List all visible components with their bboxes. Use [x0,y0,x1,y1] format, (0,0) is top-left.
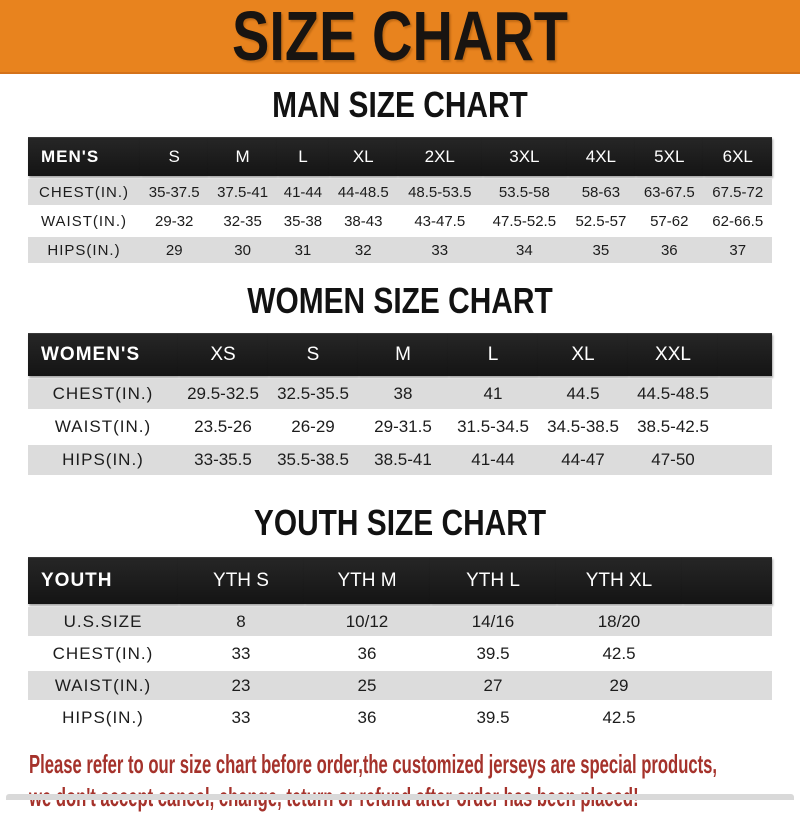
size-cell: 26-29 [268,412,358,442]
table-row [28,412,772,442]
size-cell: 33 [397,237,482,263]
youth-header-label: YOUTH [28,557,178,604]
size-cell: 38.5-41 [358,445,448,475]
size-cell: 42.5 [556,703,682,732]
size-cell: 44.5-48.5 [628,379,718,409]
column-header: YTH L [430,557,556,604]
women-header-label: WOMEN'S [28,333,178,376]
size-cell: 37.5-41 [208,179,276,205]
table-row [28,639,772,668]
column-header: XS [178,333,268,376]
size-cell: 35.5-38.5 [268,445,358,475]
women-size-table [28,330,772,478]
filler-cell [682,639,772,668]
row-label: CHEST(IN.) [28,379,178,409]
size-cell: 67.5-72 [703,179,772,205]
filler-cell [682,607,772,636]
size-cell: 23 [178,671,304,700]
men-header-row [28,137,772,176]
size-cell: 39.5 [430,639,556,668]
size-cell: 41-44 [277,179,329,205]
size-cell: 31.5-34.5 [448,412,538,442]
column-header: M [358,333,448,376]
size-cell: 35 [567,237,635,263]
column-header: XL [329,137,397,176]
size-cell: 29-32 [140,208,208,234]
size-cell: 32.5-35.5 [268,379,358,409]
table-row [28,179,772,205]
men-header-label: MEN'S [28,137,140,176]
size-cell: 41-44 [448,445,538,475]
column-header: S [140,137,208,176]
size-cell: 23.5-26 [178,412,268,442]
row-label: CHEST(IN.) [28,639,178,668]
size-cell: 32 [329,237,397,263]
youth-header-row [28,557,772,604]
bottom-edge-shadow [6,794,794,800]
size-cell: 14/16 [430,607,556,636]
column-header: 2XL [397,137,482,176]
table-row [28,379,772,409]
women-header-row [28,333,772,376]
size-cell: 38.5-42.5 [628,412,718,442]
youth-size-table [28,554,772,735]
size-cell: 57-62 [635,208,703,234]
table-row [28,445,772,475]
men-section-title: MAN SIZE CHART [272,84,528,125]
filler-cell [718,445,772,475]
page-title: SIZE CHART [232,0,568,75]
row-label: WAIST(IN.) [28,208,140,234]
table-row [28,671,772,700]
size-cell: 63-67.5 [635,179,703,205]
size-cell: 48.5-53.5 [397,179,482,205]
column-header: M [208,137,276,176]
size-cell: 38-43 [329,208,397,234]
size-cell: 42.5 [556,639,682,668]
note-line-1: Please refer to our size chart before order,the customized jerseys are special products, [29,749,718,779]
size-cell: 29.5-32.5 [178,379,268,409]
size-cell: 34.5-38.5 [538,412,628,442]
youth-section-title: YOUTH SIZE CHART [253,502,547,543]
size-cell: 47-50 [628,445,718,475]
size-cell: 33-35.5 [178,445,268,475]
size-cell: 32-35 [208,208,276,234]
column-header: L [448,333,538,376]
row-label: HIPS(IN.) [28,445,178,475]
row-label: HIPS(IN.) [28,237,140,263]
men-size-table [28,134,772,266]
women-section-title: WOMEN SIZE CHART [247,280,553,321]
men-section [0,84,800,266]
column-header: YTH S [178,557,304,604]
filler-cell [682,703,772,732]
column-header: XXL [628,333,718,376]
size-cell: 34 [482,237,567,263]
size-cell: 37 [703,237,772,263]
youth-section [0,502,800,735]
filler-cell [682,557,772,604]
size-cell: 52.5-57 [567,208,635,234]
size-cell: 58-63 [567,179,635,205]
column-header: S [268,333,358,376]
filler-cell [718,379,772,409]
size-cell: 36 [304,703,430,732]
size-cell: 25 [304,671,430,700]
size-cell: 29 [556,671,682,700]
row-label: WAIST(IN.) [28,671,178,700]
table-row [28,703,772,732]
footer-note [0,748,800,814]
filler-cell [718,412,772,442]
size-cell: 30 [208,237,276,263]
size-cell: 10/12 [304,607,430,636]
row-label: CHEST(IN.) [28,179,140,205]
size-cell: 44.5 [538,379,628,409]
column-header: 3XL [482,137,567,176]
size-cell: 43-47.5 [397,208,482,234]
size-cell: 29 [140,237,208,263]
size-cell: 44-48.5 [329,179,397,205]
column-header: 5XL [635,137,703,176]
row-label: HIPS(IN.) [28,703,178,732]
size-cell: 44-47 [538,445,628,475]
row-label: WAIST(IN.) [28,412,178,442]
size-cell: 38 [358,379,448,409]
size-cell: 27 [430,671,556,700]
column-header: YTH M [304,557,430,604]
column-header: YTH XL [556,557,682,604]
column-header: L [277,137,329,176]
size-cell: 41 [448,379,538,409]
table-row [28,607,772,636]
filler-cell [718,333,772,376]
size-cell: 53.5-58 [482,179,567,205]
size-cell: 36 [304,639,430,668]
size-cell: 31 [277,237,329,263]
size-cell: 8 [178,607,304,636]
size-cell: 33 [178,703,304,732]
column-header: 4XL [567,137,635,176]
filler-cell [682,671,772,700]
size-cell: 39.5 [430,703,556,732]
column-header: XL [538,333,628,376]
size-cell: 18/20 [556,607,682,636]
size-cell: 33 [178,639,304,668]
table-row [28,237,772,263]
size-cell: 47.5-52.5 [482,208,567,234]
size-cell: 36 [635,237,703,263]
table-row [28,208,772,234]
size-cell: 62-66.5 [703,208,772,234]
size-cell: 29-31.5 [358,412,448,442]
banner [0,0,800,74]
women-section [0,280,800,478]
size-cell: 35-37.5 [140,179,208,205]
row-label: U.S.SIZE [28,607,178,636]
column-header: 6XL [703,137,772,176]
size-cell: 35-38 [277,208,329,234]
